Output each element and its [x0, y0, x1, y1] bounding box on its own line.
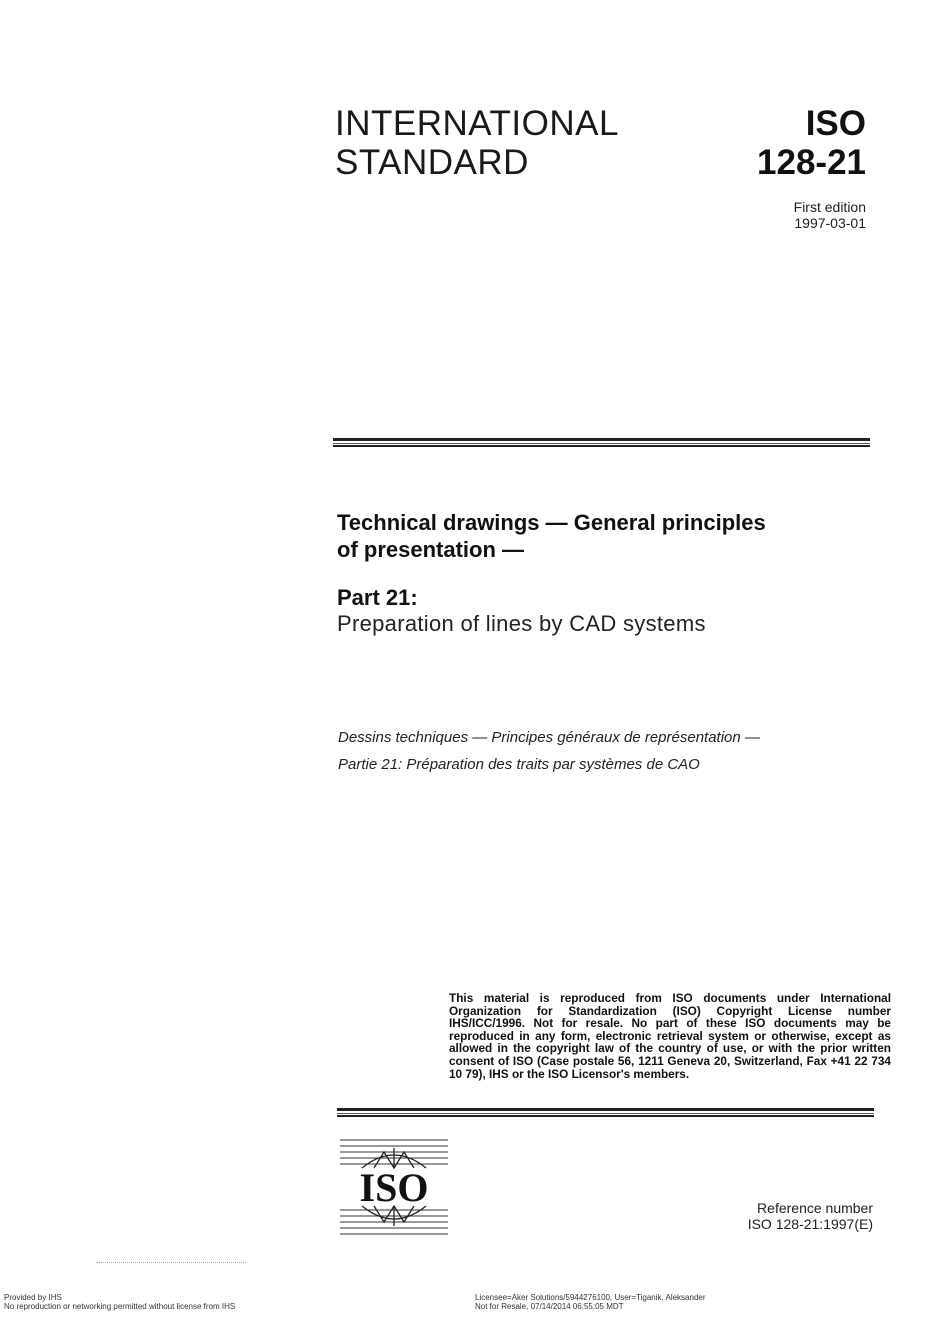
main-title [337, 509, 857, 563]
edition-label: First edition [793, 199, 866, 215]
part-label: Part 21: [337, 585, 418, 610]
footer-left-line1: Provided by IHS [4, 1293, 62, 1302]
footer-left-line2: No reproduction or networking permitted without license from IHS [4, 1302, 236, 1311]
reference-value: ISO 128-21:1997(E) [747, 1216, 873, 1232]
iso-number-block [757, 104, 866, 182]
french-title-line1: Dessins techniques — Principes généraux de représentation — [338, 729, 760, 746]
french-title-line2: Partie 21: Préparation des traits par systèmes de CAO [338, 756, 700, 773]
reference-block [748, 1200, 873, 1232]
footer-right [475, 1293, 706, 1311]
edition-block [794, 199, 866, 231]
top-divider [333, 438, 870, 447]
main-title-line2: of presentation — [337, 537, 525, 562]
document-type-line2: STANDARD [335, 143, 529, 182]
document-type-line1: INTERNATIONAL [335, 104, 619, 143]
iso-label: ISO [805, 104, 866, 143]
edition-date: 1997-03-01 [794, 215, 866, 231]
footer-left [4, 1293, 235, 1311]
copyright-notice: This material is reproduced from ISO documents under International Organization for Standardization (ISO) Copyright License number IHS/ICC/1996. Not for resale. No part of these ISO documents may be reproduced in any form, electronic retrieval system or otherwise, except as allowed in the copyright law of the country of use, or with the prior written consent of ISO (Case postale 56, 1211 Geneva 20, Switzerland, Fax +41 22 734 10 79), IHS or the ISO Licensor's members. [449, 991, 891, 1081]
footer-right-line1: Licensee=Aker Solutions/5944276100, User=Tiganik, Aleksander [475, 1293, 706, 1302]
footer-right-line2: Not for Resale, 07/14/2014 06:55:05 MDT [475, 1302, 624, 1311]
part-subtitle: Preparation of lines by CAD systems [337, 611, 706, 636]
main-title-line1: Technical drawings — General principles [337, 510, 766, 535]
standard-number: 128-21 [757, 143, 866, 182]
footer-dotted-line [96, 1262, 246, 1263]
iso-logo-icon [340, 1138, 448, 1236]
reference-label: Reference number [757, 1200, 873, 1216]
iso-logo-text: ISO [359, 1165, 429, 1210]
document-type [335, 104, 619, 182]
bottom-divider [337, 1108, 874, 1117]
